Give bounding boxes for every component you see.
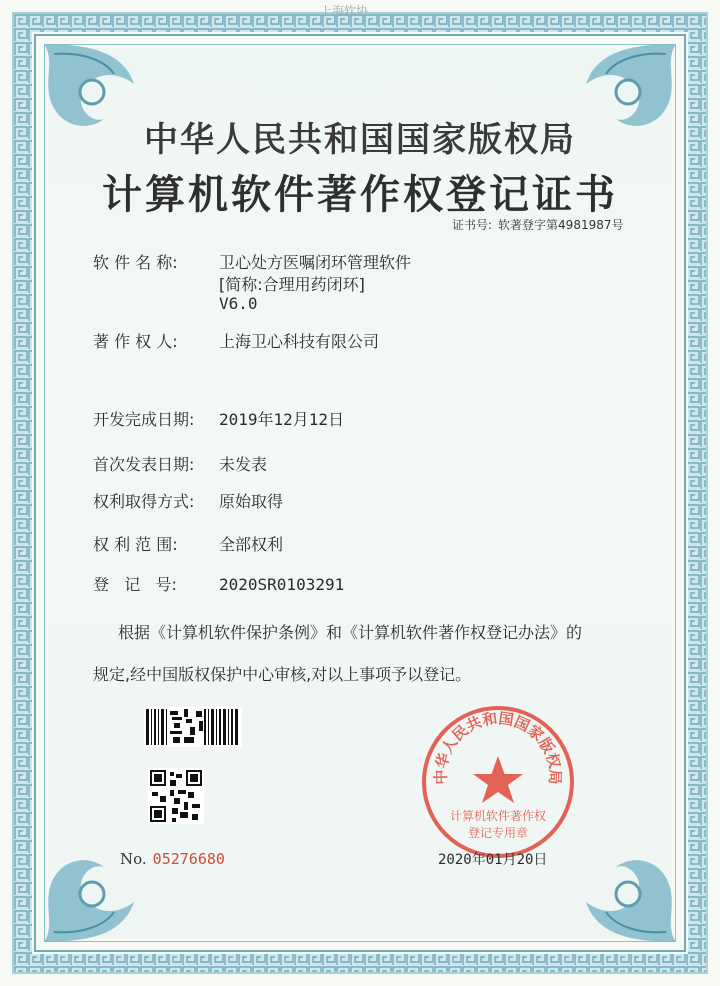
certificate-number-value: 软著登字第4981987号 bbox=[498, 218, 624, 232]
rights-scope-label: 权 利 范 围: bbox=[93, 535, 178, 554]
seal-inner-line-2: 登记专用章 bbox=[467, 826, 529, 840]
software-name-value: 卫心处方医嘱闭环管理软件 bbox=[219, 253, 412, 272]
issuing-authority-title: 中华人民共和国国家版权局 bbox=[144, 120, 576, 160]
rights-method-value: 原始取得 bbox=[219, 492, 284, 511]
serial-number-value: 05276680 bbox=[152, 850, 225, 868]
serial-number-label: No. bbox=[120, 850, 147, 868]
completion-date-label: 开发完成日期: bbox=[93, 410, 195, 429]
rights-scope-value: 全部权利 bbox=[219, 535, 284, 554]
version: V6.0 bbox=[219, 294, 258, 313]
barcode-icon bbox=[144, 707, 242, 747]
certificate-number bbox=[452, 216, 624, 233]
official-seal-icon bbox=[420, 704, 576, 860]
serial-number bbox=[120, 850, 225, 868]
software-name-row bbox=[93, 250, 411, 273]
issue-date: 2020年01月20日 bbox=[438, 852, 548, 868]
seal-outer-text: 中华人民共和国国家版权局 bbox=[431, 709, 565, 785]
certificate-title: 计算机软件著作权登记证书 bbox=[102, 172, 618, 218]
qr-code-icon bbox=[148, 768, 204, 824]
owner-value: 上海卫心科技有限公司 bbox=[219, 332, 380, 351]
owner-label: 著 作 权 人: bbox=[93, 332, 178, 351]
registration-number-row bbox=[93, 572, 344, 595]
handwritten-note: 上海软协 bbox=[320, 4, 369, 18]
statement-line-1: 根据《计算机软件保护条例》和《计算机软件著作权登记办法》的 bbox=[118, 623, 583, 642]
first-publish-label: 首次发表日期: bbox=[93, 455, 195, 474]
software-name-label: 软 件 名 称: bbox=[93, 253, 178, 272]
registration-number-label: 登 记 号: bbox=[93, 575, 177, 594]
first-publish-row bbox=[93, 452, 267, 475]
registration-number-value: 2020SR0103291 bbox=[219, 575, 345, 594]
rights-method-row bbox=[93, 489, 283, 512]
rights-scope-row bbox=[93, 532, 283, 555]
short-name: [简称:合理用药闭环] bbox=[219, 275, 365, 294]
corner-ornament-icon bbox=[566, 832, 686, 952]
owner-row bbox=[93, 329, 379, 352]
seal-inner-line-1: 计算机软件著作权 bbox=[449, 809, 547, 823]
completion-date-row bbox=[93, 407, 344, 430]
rights-method-label: 权利取得方式: bbox=[93, 492, 195, 511]
first-publish-value: 未发表 bbox=[219, 455, 268, 474]
certificate-number-label: 证书号: bbox=[452, 218, 493, 232]
completion-date-value: 2019年12月12日 bbox=[219, 410, 345, 429]
statement-line-2: 规定,经中国版权保护中心审核,对以上事项予以登记。 bbox=[93, 665, 472, 684]
